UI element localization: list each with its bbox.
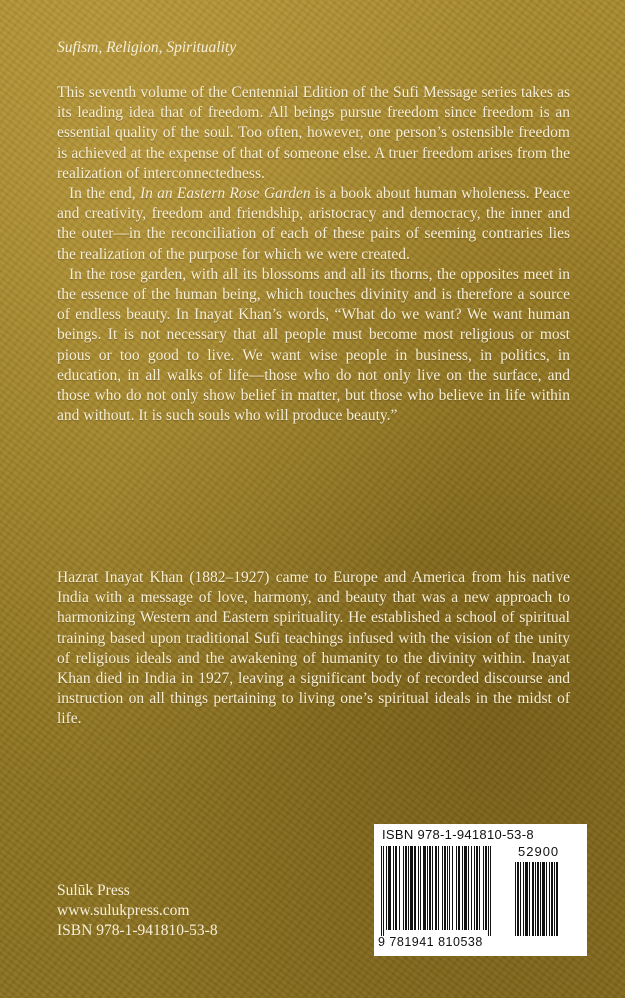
blurb-paragraph-2 [57,184,570,265]
blurb-paragraph-2-end: is a book about human wholeness. Peace and creativity, freedom and friendship, aristocracy and democracy, the inner and the outer—in the reconciliation of each of these pairs of seeming contraries lies the realization of the purpose for which we were created. [57,185,570,263]
publisher-info [57,881,218,942]
publisher-isbn: ISBN 978-1-941810-53-8 [57,922,218,940]
barcode-isbn-label: ISBN 978-1-941810-53-8 [382,827,534,842]
barcode-panel [374,824,587,956]
ean-barcode-icon [380,846,510,936]
blurb-paragraph-1: This seventh volume of the Centennial Edition of the Sufi Message series takes as its leading idea that of freedom. All beings pursue freedom since freedom is an essential quality of the soul. Too often, however, one person’s ostensible freedom is achieved at the expense of that of someone else. A truer freedom arises from the realization of interconnectedness. [57,84,570,182]
publisher-name: Sulūk Press [57,882,130,899]
barcode-digits: 9 781941 810538 [378,935,483,949]
genre-line: Sufism, Religion, Spirituality [57,39,237,56]
book-title: In an Eastern Rose Garden [139,185,311,203]
barcode-price-code: 52900 [518,844,560,859]
blurb-paragraph-2-start: In the end, [69,185,140,203]
author-bio [57,568,570,730]
author-bio-text: Hazrat Inayat Khan (1882–1927) came to Europe and America from his native India with a message of love, harmony, and beauty that was a new approach to harmonizing Western and Eastern spirituality. He established a school of spiritual training based upon traditional Sufi teachings infused with the vision of the unity of religious ideals and the awakening of humanity to the divinity within. Inayat Khan died in India in 1927, leaving a significant body of recorded discourse and instruction on all things pertaining to living one’s spiritual ideals in the midst of life. [57,569,570,728]
blurb [57,83,570,426]
blurb-paragraph-3: In the rose garden, with all its blossoms and all its thorns, the opposites meet in the essence of the human being, which touches divinity and is therefore a source of endless beauty. In Inayat Khan’s words, “What do we want? We want human beings. It is not necessary that all people must become most religious or most pious or too good to live. We want wise people in business, in politics, in education, in all walks of life—those who do not only live on the surface, and those who do not only show belief in matter, but those who believe in life within and without. It is such souls who will produce beauty.” [57,265,570,425]
publisher-url: www.sulukpress.com [57,902,190,920]
addon-barcode-icon [514,862,576,936]
